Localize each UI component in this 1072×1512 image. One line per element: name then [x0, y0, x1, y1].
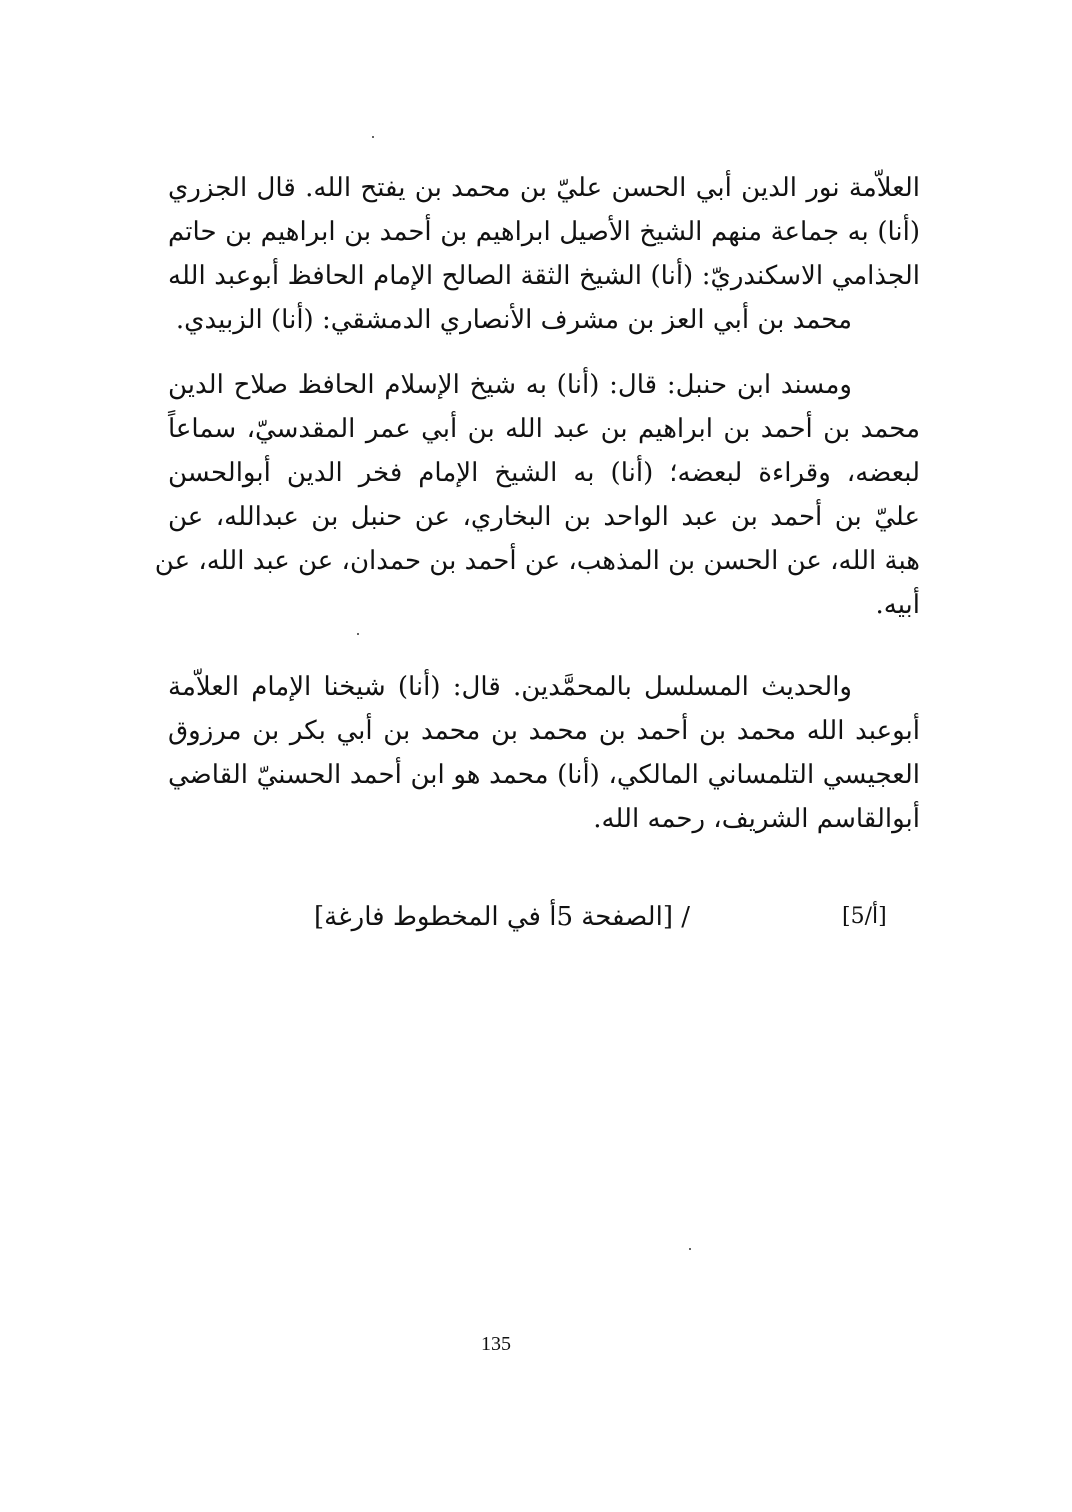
- paragraph-line: محمد بن أحمد بن ابراهيم بن عبد الله بن أبي عمر المقدسيّ، سماعاً: [168, 414, 920, 444]
- paragraph-2: [154, 363, 920, 627]
- paragraph-3: [168, 665, 920, 841]
- paragraph-line: العجيسي التلمساني المالكي، (أنا) محمد هو ابن أحمد الحسنيّ القاضي: [168, 760, 920, 790]
- paragraph-line: عليّ بن أحمد بن عبد الواحد بن البخاري، عن حنبل بن عبدالله، عن: [168, 502, 920, 532]
- page-number: 135: [481, 1333, 511, 1355]
- paragraph-1: [168, 166, 920, 342]
- paragraph-line: أبوالقاسم الشريف، رحمه الله.: [593, 804, 920, 834]
- blank-page-note: / [الصفحة 5أ في المخطوط فارغة]: [313, 902, 690, 932]
- folio-marker: [5/أ]: [842, 904, 887, 929]
- paragraph-line: أبيه.: [875, 590, 920, 620]
- ink-speck: [689, 1248, 691, 1250]
- paragraph-line: أبوعبد الله محمد بن أحمد بن محمد بن محمد بن أبي بكر بن مرزوق: [168, 716, 920, 746]
- ink-speck: [357, 633, 359, 635]
- ink-speck: [372, 136, 374, 138]
- paragraph-line: والحديث المسلسل بالمحمَّدين. قال: (أنا) شيخنا الإمام العلاّمة: [168, 672, 852, 702]
- paragraph-line: الجذامي الاسكندريّ: (أنا) الشيخ الثقة الصالح الإمام الحافظ أبوعبد الله: [168, 261, 920, 291]
- paragraph-line: (أنا) به جماعة منهم الشيخ الأصيل ابراهيم بن أحمد بن ابراهيم بن حاتم: [168, 217, 920, 247]
- paragraph-line: هبة الله، عن الحسن بن المذهب، عن أحمد بن حمدان، عن عبد الله، عن: [154, 546, 920, 576]
- paragraph-line: العلاّمة نور الدين أبي الحسن عليّ بن محمد بن يفتح الله. قال الجزري: [168, 173, 920, 203]
- paragraph-line: ومسند ابن حنبل: قال: (أنا) به شيخ الإسلام الحافظ صلاح الدين: [168, 370, 852, 400]
- paragraph-line: محمد بن أبي العز بن مشرف الأنصاري الدمشقي: (أنا) الزبيدي.: [175, 305, 852, 335]
- paragraph-line: لبعضه، وقراءة لبعضه؛ (أنا) به الشيخ الإمام فخر الدين أبوالحسن: [168, 458, 920, 488]
